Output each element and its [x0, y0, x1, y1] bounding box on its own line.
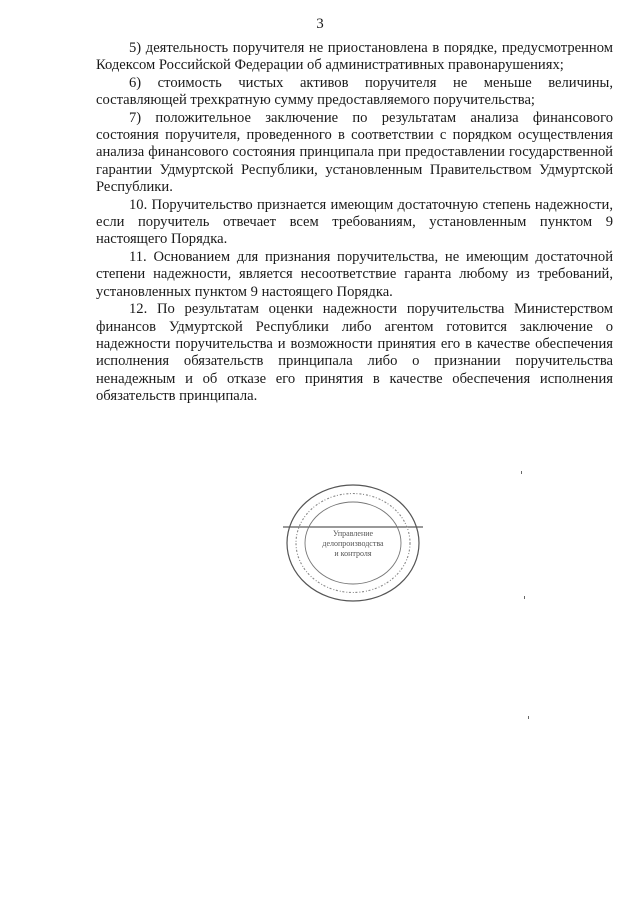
- document-body: [96, 40, 613, 406]
- page-number: 3: [316, 16, 324, 32]
- margin-mark: [521, 471, 522, 474]
- paragraph-item-7: 7) положительное заключение по результатам анализа финансового состояния поручителя, проведенного в соответствии с порядком осуществления анализа финансового состояния принципала при предоставлении государственной гарантии Удмуртской Республики, установленным Правительством Удмуртской Республики.: [96, 109, 613, 196]
- margin-mark: [524, 596, 525, 599]
- paragraph-clause-10: 10. Поручительство признается имеющим достаточную степень надежности, если поручитель отвечает всем требованиям, установленным пунктом 9 настоящего Порядка.: [96, 196, 613, 248]
- paragraph-clause-12: 12. По результатам оценки надежности поручительства Министерством финансов Удмуртской Республики либо агентом готовится заключение о надежности поручительства и возможности принятия его в качестве обеспечения исполнения обязательств принципала либо о признании поручительства ненадежным и об отказе его принятия в качестве обеспечения исполнения обязательств принципала.: [96, 301, 613, 405]
- seal-center-line-2: делопроизводства: [322, 539, 384, 548]
- official-seal: [283, 481, 423, 606]
- seal-center-line-1: Управление: [332, 529, 374, 538]
- paragraph-clause-11: 11. Основанием для признания поручительства, не имеющим достаточной степени надежности, является несоответствие гаранта любому из требований, установленных пунктом 9 настоящего Порядка.: [96, 248, 613, 300]
- paragraph-item-6: 6) стоимость чистых активов поручителя не меньше величины, составляющей трехкратную сумму предоставляемого поручительства;: [96, 74, 613, 109]
- seal-center-line-3: и контроля: [334, 549, 372, 558]
- paragraph-item-5: 5) деятельность поручителя не приостановлена в порядке, предусмотренном Кодексом Российской Федерации об административных правонарушениях;: [96, 40, 613, 74]
- margin-mark: [528, 716, 529, 719]
